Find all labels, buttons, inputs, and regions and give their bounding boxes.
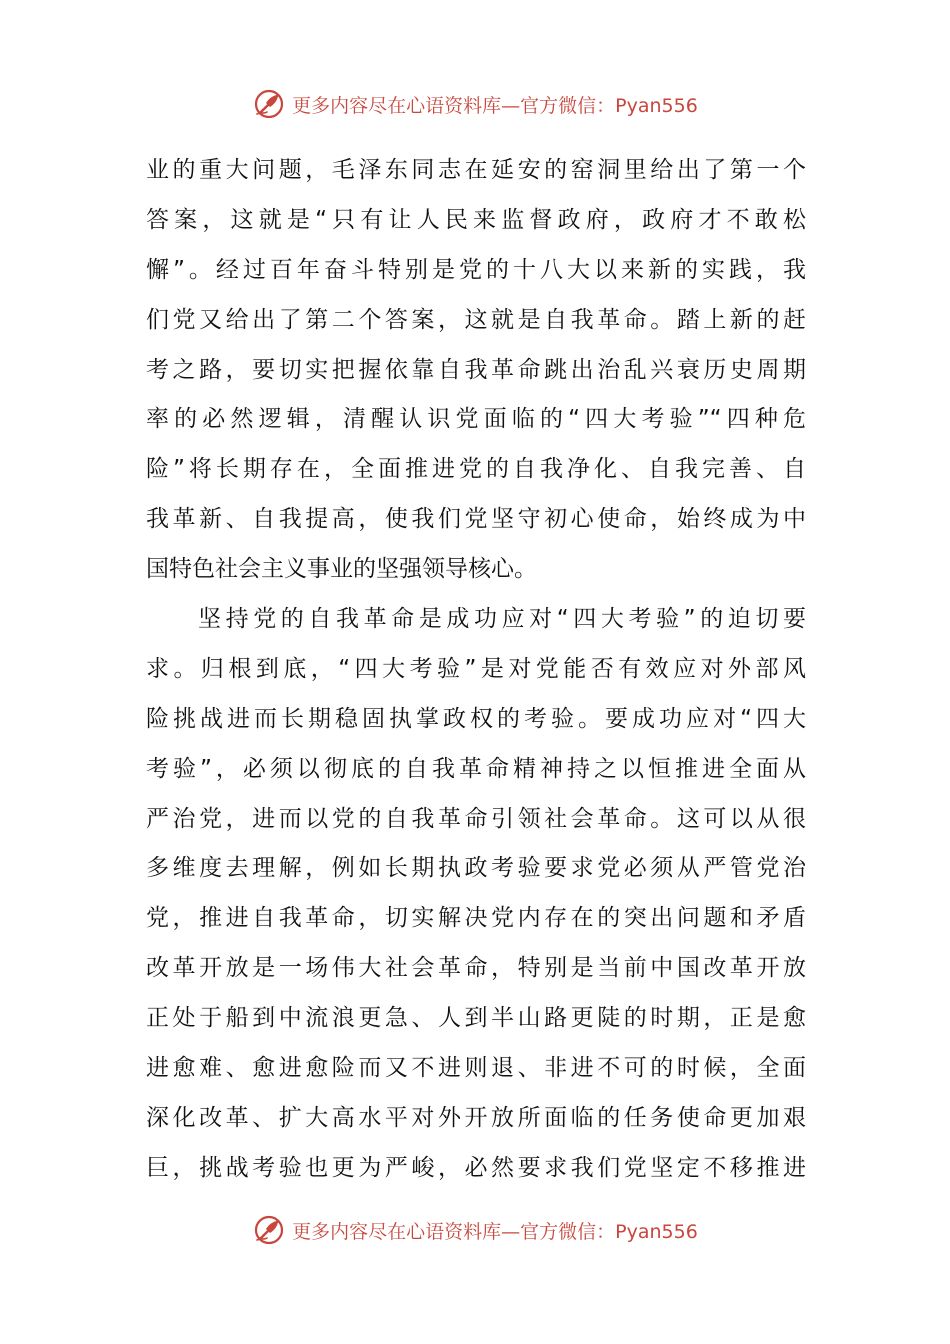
text-line: 党，推进自我革命，切实解决党内存在的突出问题和矛盾 (146, 905, 806, 932)
header-watermark (0, 86, 950, 122)
footer-watermark (0, 1212, 950, 1248)
watermark-text: 更多内容尽在心语资料库—官方微信：Pyan556 (292, 1220, 698, 1243)
text-line: 国特色社会主义事业的坚强领导核心。 (146, 556, 537, 583)
text-line: 多维度去理解，例如长期执政考验要求党必须从严管党治 (146, 855, 806, 882)
text-line: 们党又给出了第二个答案，这就是自我革命。踏上新的赶 (146, 306, 806, 333)
text-line: 坚持党的自我革命是成功应对“四大考验”的迫切要 (198, 606, 806, 633)
quill-seal-icon (252, 87, 286, 121)
text-line: 巨，挑战考验也更为严峻，必然要求我们党坚定不移推进 (146, 1154, 806, 1181)
watermark-text: 更多内容尽在心语资料库—官方微信：Pyan556 (292, 94, 698, 117)
quill-seal-icon (252, 1213, 286, 1247)
text-line: 正处于船到中流浪更急、人到半山路更陡的时期，正是愈 (146, 1005, 806, 1032)
text-line: 率的必然逻辑，清醒认识党面临的“四大考验”“四种危 (146, 406, 806, 433)
text-line: 险”将长期存在，全面推进党的自我净化、自我完善、自 (146, 456, 806, 483)
text-line: 答案，这就是“只有让人民来监督政府，政府才不敢松 (146, 206, 806, 233)
text-line: 懈”。经过百年奋斗特别是党的十八大以来新的实践，我 (146, 256, 806, 283)
text-line: 我革新、自我提高，使我们党坚守初心使命，始终成为中 (146, 506, 806, 533)
text-line: 进愈难、愈进愈险而又不进则退、非进不可的时候，全面 (146, 1055, 806, 1082)
text-line: 严治党，进而以党的自我革命引领社会革命。这可以从很 (146, 805, 806, 832)
text-line: 业的重大问题，毛泽东同志在延安的窑洞里给出了第一个 (146, 157, 806, 183)
text-line: 改革开放是一场伟大社会革命，特别是当前中国改革开放 (146, 955, 806, 982)
text-line: 考之路，要切实把握依靠自我革命跳出治乱兴衰历史周期 (146, 356, 806, 383)
document-body (146, 146, 806, 1194)
text-line: 考验”，必须以彻底的自我革命精神持之以恒推进全面从 (146, 755, 806, 782)
text-line: 求。归根到底，“四大考验”是对党能否有效应对外部风 (146, 655, 806, 682)
paragraph (146, 146, 806, 595)
text-line: 深化改革、扩大高水平对外开放所面临的任务使命更加艰 (146, 1104, 806, 1131)
text-line: 险挑战进而长期稳固执掌政权的考验。要成功应对“四大 (146, 705, 806, 732)
paragraph (146, 595, 806, 1194)
